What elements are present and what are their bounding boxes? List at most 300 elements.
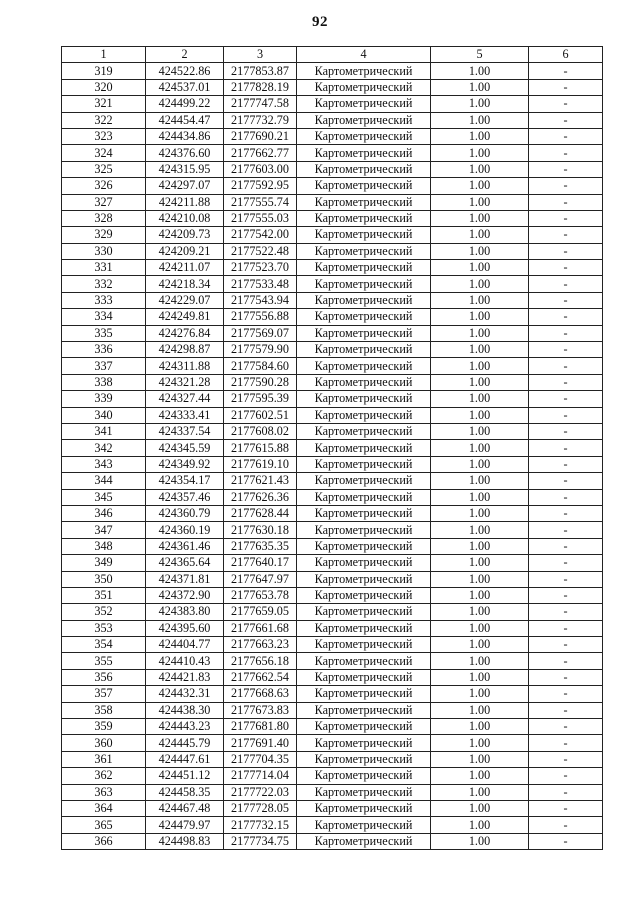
notes-cell: - (529, 456, 603, 472)
method-cell: Картометрический (297, 145, 431, 161)
x-coordinate-cell: 424311.88 (146, 358, 224, 374)
method-cell: Картометрический (297, 555, 431, 571)
y-coordinate-cell: 2177619.10 (224, 456, 297, 472)
x-coordinate-cell: 424365.64 (146, 555, 224, 571)
method-cell: Картометрический (297, 686, 431, 702)
x-coordinate-cell: 424445.79 (146, 735, 224, 751)
x-coordinate-cell: 424218.34 (146, 276, 224, 292)
accuracy-cell: 1.00 (431, 407, 529, 423)
x-coordinate-cell: 424298.87 (146, 342, 224, 358)
accuracy-cell: 1.00 (431, 555, 529, 571)
table-row (62, 276, 603, 292)
table-row (62, 112, 603, 128)
table-row (62, 210, 603, 226)
point-number-cell: 326 (62, 178, 146, 194)
notes-cell: - (529, 128, 603, 144)
x-coordinate-cell: 424371.81 (146, 571, 224, 587)
accuracy-cell: 1.00 (431, 79, 529, 95)
method-cell: Картометрический (297, 833, 431, 849)
method-cell: Картометрический (297, 79, 431, 95)
table-row (62, 161, 603, 177)
point-number-cell: 333 (62, 292, 146, 308)
table-row (62, 145, 603, 161)
y-coordinate-cell: 2177635.35 (224, 538, 297, 554)
x-coordinate-cell: 424447.61 (146, 751, 224, 767)
method-cell: Картометрический (297, 604, 431, 620)
accuracy-cell: 1.00 (431, 210, 529, 226)
notes-cell: - (529, 391, 603, 407)
point-number-cell: 340 (62, 407, 146, 423)
method-cell: Картометрический (297, 309, 431, 325)
table-row (62, 292, 603, 308)
notes-cell: - (529, 833, 603, 849)
method-cell: Картометрический (297, 620, 431, 636)
table-row (62, 407, 603, 423)
notes-cell: - (529, 210, 603, 226)
point-number-cell: 345 (62, 489, 146, 505)
method-cell: Картометрический (297, 128, 431, 144)
notes-cell: - (529, 96, 603, 112)
table-row (62, 833, 603, 849)
point-number-cell: 360 (62, 735, 146, 751)
notes-cell: - (529, 407, 603, 423)
y-coordinate-cell: 2177704.35 (224, 751, 297, 767)
accuracy-cell: 1.00 (431, 620, 529, 636)
y-coordinate-cell: 2177656.18 (224, 653, 297, 669)
y-coordinate-cell: 2177668.63 (224, 686, 297, 702)
table-row (62, 342, 603, 358)
y-coordinate-cell: 2177555.03 (224, 210, 297, 226)
y-coordinate-cell: 2177828.19 (224, 79, 297, 95)
accuracy-cell: 1.00 (431, 309, 529, 325)
notes-cell: - (529, 423, 603, 439)
x-coordinate-cell: 424404.77 (146, 637, 224, 653)
point-number-cell: 359 (62, 719, 146, 735)
x-coordinate-cell: 424537.01 (146, 79, 224, 95)
table-row (62, 653, 603, 669)
method-cell: Картометрический (297, 784, 431, 800)
notes-cell: - (529, 194, 603, 210)
y-coordinate-cell: 2177659.05 (224, 604, 297, 620)
notes-cell: - (529, 325, 603, 341)
table-row (62, 702, 603, 718)
method-cell: Картометрический (297, 194, 431, 210)
x-coordinate-cell: 424210.08 (146, 210, 224, 226)
y-coordinate-cell: 2177608.02 (224, 423, 297, 439)
y-coordinate-cell: 2177728.05 (224, 800, 297, 816)
point-number-cell: 347 (62, 522, 146, 538)
method-cell: Картометрический (297, 751, 431, 767)
method-cell: Картометрический (297, 800, 431, 816)
x-coordinate-cell: 424357.46 (146, 489, 224, 505)
x-coordinate-cell: 424229.07 (146, 292, 224, 308)
point-number-cell: 343 (62, 456, 146, 472)
method-cell: Картометрический (297, 342, 431, 358)
table-row (62, 128, 603, 144)
point-number-cell: 357 (62, 686, 146, 702)
y-coordinate-cell: 2177615.88 (224, 440, 297, 456)
accuracy-cell: 1.00 (431, 522, 529, 538)
x-coordinate-cell: 424345.59 (146, 440, 224, 456)
x-coordinate-cell: 424360.19 (146, 522, 224, 538)
y-coordinate-cell: 2177853.87 (224, 63, 297, 79)
x-coordinate-cell: 424376.60 (146, 145, 224, 161)
table-header-row (62, 47, 603, 63)
accuracy-cell: 1.00 (431, 96, 529, 112)
notes-cell: - (529, 817, 603, 833)
notes-cell: - (529, 620, 603, 636)
table-row (62, 79, 603, 95)
point-number-cell: 322 (62, 112, 146, 128)
notes-cell: - (529, 178, 603, 194)
accuracy-cell: 1.00 (431, 686, 529, 702)
y-coordinate-cell: 2177621.43 (224, 473, 297, 489)
accuracy-cell: 1.00 (431, 505, 529, 521)
table-row (62, 768, 603, 784)
point-number-cell: 356 (62, 669, 146, 685)
method-cell: Картометрический (297, 719, 431, 735)
accuracy-cell: 1.00 (431, 112, 529, 128)
notes-cell: - (529, 243, 603, 259)
point-number-cell: 335 (62, 325, 146, 341)
accuracy-cell: 1.00 (431, 735, 529, 751)
accuracy-cell: 1.00 (431, 374, 529, 390)
accuracy-cell: 1.00 (431, 571, 529, 587)
method-cell: Картометрический (297, 637, 431, 653)
table-row (62, 358, 603, 374)
x-coordinate-cell: 424360.79 (146, 505, 224, 521)
accuracy-cell: 1.00 (431, 128, 529, 144)
page-number: 92 (312, 14, 328, 30)
point-number-cell: 364 (62, 800, 146, 816)
x-coordinate-cell: 424276.84 (146, 325, 224, 341)
notes-cell: - (529, 669, 603, 685)
point-number-cell: 321 (62, 96, 146, 112)
x-coordinate-cell: 424451.12 (146, 768, 224, 784)
x-coordinate-cell: 424458.35 (146, 784, 224, 800)
accuracy-cell: 1.00 (431, 538, 529, 554)
method-cell: Картометрический (297, 276, 431, 292)
y-coordinate-cell: 2177662.77 (224, 145, 297, 161)
x-coordinate-cell: 424211.88 (146, 194, 224, 210)
accuracy-cell: 1.00 (431, 243, 529, 259)
accuracy-cell: 1.00 (431, 653, 529, 669)
method-cell: Картометрический (297, 440, 431, 456)
y-coordinate-cell: 2177590.28 (224, 374, 297, 390)
x-coordinate-cell: 424522.86 (146, 63, 224, 79)
x-coordinate-cell: 424454.47 (146, 112, 224, 128)
table-row (62, 505, 603, 521)
table-row (62, 669, 603, 685)
table-row (62, 178, 603, 194)
notes-cell: - (529, 292, 603, 308)
notes-cell: - (529, 112, 603, 128)
table-row (62, 555, 603, 571)
y-coordinate-cell: 2177603.00 (224, 161, 297, 177)
point-number-cell: 361 (62, 751, 146, 767)
method-cell: Картометрический (297, 423, 431, 439)
column-header: 5 (431, 47, 529, 63)
notes-cell: - (529, 227, 603, 243)
table-row (62, 571, 603, 587)
point-number-cell: 336 (62, 342, 146, 358)
table-row (62, 817, 603, 833)
accuracy-cell: 1.00 (431, 63, 529, 79)
method-cell: Картометрический (297, 456, 431, 472)
notes-cell: - (529, 440, 603, 456)
y-coordinate-cell: 2177628.44 (224, 505, 297, 521)
y-coordinate-cell: 2177579.90 (224, 342, 297, 358)
accuracy-cell: 1.00 (431, 702, 529, 718)
table-row (62, 522, 603, 538)
point-number-cell: 330 (62, 243, 146, 259)
y-coordinate-cell: 2177747.58 (224, 96, 297, 112)
x-coordinate-cell: 424499.22 (146, 96, 224, 112)
notes-cell: - (529, 522, 603, 538)
y-coordinate-cell: 2177647.97 (224, 571, 297, 587)
point-number-cell: 350 (62, 571, 146, 587)
accuracy-cell: 1.00 (431, 473, 529, 489)
y-coordinate-cell: 2177734.75 (224, 833, 297, 849)
method-cell: Картометрический (297, 538, 431, 554)
y-coordinate-cell: 2177673.83 (224, 702, 297, 718)
notes-cell: - (529, 719, 603, 735)
table-row (62, 63, 603, 79)
method-cell: Картометрический (297, 391, 431, 407)
y-coordinate-cell: 2177523.70 (224, 260, 297, 276)
table-row (62, 620, 603, 636)
table-row (62, 227, 603, 243)
accuracy-cell: 1.00 (431, 719, 529, 735)
method-cell: Картометрический (297, 210, 431, 226)
point-number-cell: 354 (62, 637, 146, 653)
notes-cell: - (529, 358, 603, 374)
point-number-cell: 348 (62, 538, 146, 554)
y-coordinate-cell: 2177543.94 (224, 292, 297, 308)
y-coordinate-cell: 2177681.80 (224, 719, 297, 735)
point-number-cell: 324 (62, 145, 146, 161)
x-coordinate-cell: 424410.43 (146, 653, 224, 669)
notes-cell: - (529, 702, 603, 718)
notes-cell: - (529, 637, 603, 653)
table-row (62, 538, 603, 554)
method-cell: Картометрический (297, 161, 431, 177)
table-row (62, 587, 603, 603)
notes-cell: - (529, 604, 603, 620)
accuracy-cell: 1.00 (431, 194, 529, 210)
accuracy-cell: 1.00 (431, 342, 529, 358)
accuracy-cell: 1.00 (431, 456, 529, 472)
accuracy-cell: 1.00 (431, 817, 529, 833)
x-coordinate-cell: 424383.80 (146, 604, 224, 620)
coordinates-table (61, 46, 603, 850)
table-row (62, 374, 603, 390)
accuracy-cell: 1.00 (431, 161, 529, 177)
method-cell: Картометрический (297, 325, 431, 341)
point-number-cell: 349 (62, 555, 146, 571)
column-header: 2 (146, 47, 224, 63)
x-coordinate-cell: 424209.21 (146, 243, 224, 259)
x-coordinate-cell: 424479.97 (146, 817, 224, 833)
y-coordinate-cell: 2177662.54 (224, 669, 297, 685)
table-row (62, 751, 603, 767)
method-cell: Картометрический (297, 522, 431, 538)
method-cell: Картометрический (297, 292, 431, 308)
point-number-cell: 319 (62, 63, 146, 79)
x-coordinate-cell: 424337.54 (146, 423, 224, 439)
method-cell: Картометрический (297, 702, 431, 718)
method-cell: Картометрический (297, 63, 431, 79)
y-coordinate-cell: 2177533.48 (224, 276, 297, 292)
table-row (62, 260, 603, 276)
notes-cell: - (529, 587, 603, 603)
x-coordinate-cell: 424372.90 (146, 587, 224, 603)
point-number-cell: 332 (62, 276, 146, 292)
x-coordinate-cell: 424395.60 (146, 620, 224, 636)
accuracy-cell: 1.00 (431, 325, 529, 341)
accuracy-cell: 1.00 (431, 423, 529, 439)
point-number-cell: 334 (62, 309, 146, 325)
point-number-cell: 344 (62, 473, 146, 489)
accuracy-cell: 1.00 (431, 751, 529, 767)
notes-cell: - (529, 309, 603, 325)
y-coordinate-cell: 2177640.17 (224, 555, 297, 571)
accuracy-cell: 1.00 (431, 784, 529, 800)
method-cell: Картометрический (297, 669, 431, 685)
accuracy-cell: 1.00 (431, 276, 529, 292)
accuracy-cell: 1.00 (431, 604, 529, 620)
column-header: 1 (62, 47, 146, 63)
table-row (62, 325, 603, 341)
point-number-cell: 342 (62, 440, 146, 456)
table-row (62, 194, 603, 210)
y-coordinate-cell: 2177584.60 (224, 358, 297, 374)
notes-cell: - (529, 751, 603, 767)
column-header: 6 (529, 47, 603, 63)
y-coordinate-cell: 2177732.15 (224, 817, 297, 833)
method-cell: Картометрический (297, 587, 431, 603)
notes-cell: - (529, 473, 603, 489)
y-coordinate-cell: 2177732.79 (224, 112, 297, 128)
accuracy-cell: 1.00 (431, 833, 529, 849)
notes-cell: - (529, 489, 603, 505)
method-cell: Картометрический (297, 489, 431, 505)
y-coordinate-cell: 2177690.21 (224, 128, 297, 144)
x-coordinate-cell: 424432.31 (146, 686, 224, 702)
y-coordinate-cell: 2177630.18 (224, 522, 297, 538)
table-row (62, 489, 603, 505)
notes-cell: - (529, 260, 603, 276)
notes-cell: - (529, 571, 603, 587)
table-row (62, 784, 603, 800)
y-coordinate-cell: 2177626.36 (224, 489, 297, 505)
table-body (62, 63, 603, 850)
accuracy-cell: 1.00 (431, 800, 529, 816)
y-coordinate-cell: 2177569.07 (224, 325, 297, 341)
notes-cell: - (529, 342, 603, 358)
accuracy-cell: 1.00 (431, 669, 529, 685)
table-row (62, 637, 603, 653)
y-coordinate-cell: 2177556.88 (224, 309, 297, 325)
point-number-cell: 366 (62, 833, 146, 849)
method-cell: Картометрический (297, 473, 431, 489)
y-coordinate-cell: 2177661.68 (224, 620, 297, 636)
point-number-cell: 338 (62, 374, 146, 390)
point-number-cell: 362 (62, 768, 146, 784)
accuracy-cell: 1.00 (431, 292, 529, 308)
table-row (62, 309, 603, 325)
notes-cell: - (529, 374, 603, 390)
y-coordinate-cell: 2177542.00 (224, 227, 297, 243)
y-coordinate-cell: 2177653.78 (224, 587, 297, 603)
table-row (62, 96, 603, 112)
y-coordinate-cell: 2177595.39 (224, 391, 297, 407)
accuracy-cell: 1.00 (431, 227, 529, 243)
accuracy-cell: 1.00 (431, 178, 529, 194)
table-row (62, 440, 603, 456)
x-coordinate-cell: 424354.17 (146, 473, 224, 489)
x-coordinate-cell: 424467.48 (146, 800, 224, 816)
notes-cell: - (529, 538, 603, 554)
y-coordinate-cell: 2177522.48 (224, 243, 297, 259)
point-number-cell: 358 (62, 702, 146, 718)
point-number-cell: 331 (62, 260, 146, 276)
y-coordinate-cell: 2177663.23 (224, 637, 297, 653)
point-number-cell: 325 (62, 161, 146, 177)
x-coordinate-cell: 424209.73 (146, 227, 224, 243)
point-number-cell: 365 (62, 817, 146, 833)
x-coordinate-cell: 424438.30 (146, 702, 224, 718)
table-row (62, 391, 603, 407)
x-coordinate-cell: 424349.92 (146, 456, 224, 472)
point-number-cell: 353 (62, 620, 146, 636)
point-number-cell: 328 (62, 210, 146, 226)
y-coordinate-cell: 2177691.40 (224, 735, 297, 751)
point-number-cell: 341 (62, 423, 146, 439)
x-coordinate-cell: 424315.95 (146, 161, 224, 177)
method-cell: Картометрический (297, 653, 431, 669)
method-cell: Картометрический (297, 260, 431, 276)
x-coordinate-cell: 424327.44 (146, 391, 224, 407)
notes-cell: - (529, 145, 603, 161)
notes-cell: - (529, 686, 603, 702)
method-cell: Картометрический (297, 243, 431, 259)
point-number-cell: 352 (62, 604, 146, 620)
point-number-cell: 337 (62, 358, 146, 374)
table-row (62, 604, 603, 620)
y-coordinate-cell: 2177592.95 (224, 178, 297, 194)
point-number-cell: 327 (62, 194, 146, 210)
point-number-cell: 323 (62, 128, 146, 144)
x-coordinate-cell: 424333.41 (146, 407, 224, 423)
table-row (62, 686, 603, 702)
table-row (62, 800, 603, 816)
notes-cell: - (529, 653, 603, 669)
notes-cell: - (529, 768, 603, 784)
method-cell: Картометрический (297, 571, 431, 587)
table-row (62, 719, 603, 735)
notes-cell: - (529, 555, 603, 571)
method-cell: Картометрический (297, 227, 431, 243)
column-header: 3 (224, 47, 297, 63)
method-cell: Картометрический (297, 407, 431, 423)
notes-cell: - (529, 735, 603, 751)
table-row (62, 473, 603, 489)
accuracy-cell: 1.00 (431, 587, 529, 603)
table-row (62, 423, 603, 439)
point-number-cell: 351 (62, 587, 146, 603)
x-coordinate-cell: 424211.07 (146, 260, 224, 276)
